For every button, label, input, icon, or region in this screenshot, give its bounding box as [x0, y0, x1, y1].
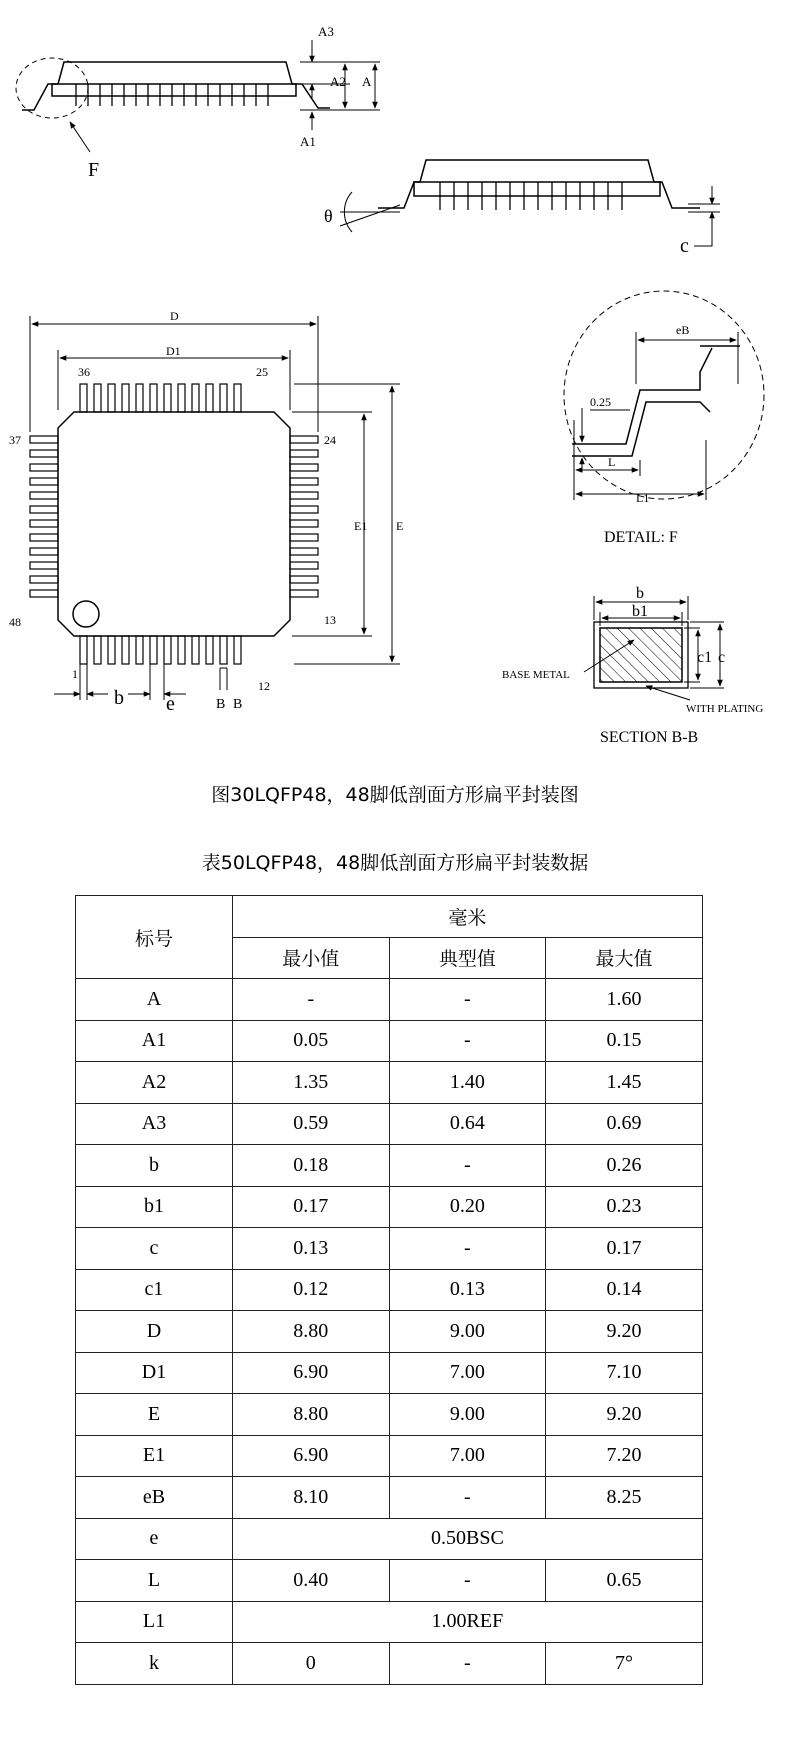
section-bb-view	[584, 596, 724, 700]
cell-symbol: b1	[76, 1186, 233, 1228]
header-unit: 毫米	[233, 896, 703, 938]
label-e1: E1	[354, 519, 368, 533]
pin-label-12: 12	[258, 679, 270, 693]
cell-symbol: E	[76, 1394, 233, 1436]
table-row	[76, 1518, 703, 1560]
cell-min: 0.18	[233, 1145, 390, 1187]
header-typ: 典型值	[389, 937, 546, 979]
cell-typ: 9.00	[389, 1311, 546, 1353]
cell-min: 0.12	[233, 1269, 390, 1311]
header-min: 最小值	[233, 937, 390, 979]
cell-symbol: L1	[76, 1601, 233, 1643]
cell-max: 0.23	[546, 1186, 703, 1228]
cell-max: 0.65	[546, 1560, 703, 1602]
table-row	[76, 1394, 703, 1436]
label-base-metal: BASE METAL	[502, 669, 570, 681]
cell-typ: 0.20	[389, 1186, 546, 1228]
cell-max: 8.25	[546, 1477, 703, 1519]
cell-typ: -	[389, 1643, 546, 1685]
package-drawing	[0, 0, 790, 760]
cell-max: 7.20	[546, 1435, 703, 1477]
cell-max: 1.45	[546, 1062, 703, 1104]
cell-span: 1.00REF	[233, 1601, 703, 1643]
label-c1-section: c1	[697, 649, 713, 666]
label-section-b2: B	[233, 697, 243, 712]
side-view-profile	[16, 40, 380, 152]
label-a1: A1	[300, 134, 316, 149]
table-row	[76, 1020, 703, 1062]
label-025: 0.25	[590, 395, 611, 409]
label-l1: L1	[636, 491, 650, 505]
table-row	[76, 1311, 703, 1353]
cell-symbol: b	[76, 1145, 233, 1187]
cell-typ: -	[389, 1228, 546, 1270]
cell-max: 7°	[546, 1643, 703, 1685]
cell-typ: -	[389, 1145, 546, 1187]
cell-typ: 9.00	[389, 1394, 546, 1436]
label-section-b1: B	[216, 697, 226, 712]
pin-label-25: 25	[256, 365, 268, 379]
table-row	[76, 1062, 703, 1104]
table-row	[76, 1435, 703, 1477]
cell-symbol: A3	[76, 1103, 233, 1145]
label-l: L	[608, 455, 616, 469]
header-max: 最大值	[546, 937, 703, 979]
cell-max: 0.26	[546, 1145, 703, 1187]
detail-f-title: DETAIL: F	[604, 529, 678, 546]
cell-min: 6.90	[233, 1352, 390, 1394]
table-row	[76, 1643, 703, 1685]
label-theta: θ	[324, 206, 333, 226]
pin-label-1: 1	[72, 667, 78, 681]
label-e-dim: E	[396, 519, 404, 533]
cell-typ: -	[389, 1477, 546, 1519]
side-view-lead-angle	[340, 160, 720, 246]
cell-min: 0.59	[233, 1103, 390, 1145]
cell-max: 0.17	[546, 1228, 703, 1270]
table-caption: 表50LQFP48，48脚低剖面方形扁平封装数据	[201, 852, 589, 874]
table-row	[76, 1228, 703, 1270]
cell-min: 1.35	[233, 1062, 390, 1104]
cell-min: 0.40	[233, 1560, 390, 1602]
cell-min: 8.10	[233, 1477, 390, 1519]
figure-caption: 图30LQFP48，48脚低剖面方形扁平封装图	[211, 784, 579, 806]
header-symbol: 标号	[76, 896, 233, 979]
table-row	[76, 1560, 703, 1602]
cell-symbol: c1	[76, 1269, 233, 1311]
dimension-table	[75, 895, 703, 1685]
cell-min: 6.90	[233, 1435, 390, 1477]
table-row	[76, 1145, 703, 1187]
cell-symbol: D	[76, 1311, 233, 1353]
cell-min: 0.05	[233, 1020, 390, 1062]
cell-typ: 7.00	[389, 1435, 546, 1477]
cell-max: 1.60	[546, 979, 703, 1021]
cell-symbol: A	[76, 979, 233, 1021]
cell-min: 0.13	[233, 1228, 390, 1270]
cell-symbol: eB	[76, 1477, 233, 1519]
cell-min: -	[233, 979, 390, 1021]
label-c-section: c	[718, 649, 726, 666]
cell-symbol: c	[76, 1228, 233, 1270]
table-row	[76, 1103, 703, 1145]
table-header-row	[76, 896, 703, 938]
cell-min: 8.80	[233, 1311, 390, 1353]
cell-max: 9.20	[546, 1311, 703, 1353]
cell-symbol: A1	[76, 1020, 233, 1062]
label-with-plating: WITH PLATING	[686, 703, 764, 715]
cell-max: 9.20	[546, 1394, 703, 1436]
cell-min: 8.80	[233, 1394, 390, 1436]
pin-label-36: 36	[78, 365, 90, 379]
label-c-lead: c	[680, 235, 689, 257]
cell-typ: -	[389, 979, 546, 1021]
table-row	[76, 1352, 703, 1394]
cell-symbol: e	[76, 1518, 233, 1560]
label-e-pitch: e	[166, 693, 175, 715]
cell-symbol: k	[76, 1643, 233, 1685]
label-b1-section: b1	[632, 603, 648, 620]
table-row	[76, 979, 703, 1021]
pin-label-24: 24	[324, 433, 336, 447]
label-eb: eB	[676, 323, 690, 337]
label-b-pin: b	[114, 687, 124, 709]
cell-max: 7.10	[546, 1352, 703, 1394]
cell-max: 0.14	[546, 1269, 703, 1311]
label-a3: A3	[318, 24, 334, 39]
cell-typ: -	[389, 1560, 546, 1602]
cell-symbol: L	[76, 1560, 233, 1602]
table-row	[76, 1601, 703, 1643]
cell-typ: 0.64	[389, 1103, 546, 1145]
pin-label-13: 13	[324, 613, 336, 627]
label-a: A	[362, 74, 372, 89]
cell-typ: 7.00	[389, 1352, 546, 1394]
cell-typ: 0.13	[389, 1269, 546, 1311]
cell-span: 0.50BSC	[233, 1518, 703, 1560]
pin-label-37: 37	[9, 433, 21, 447]
cell-typ: 1.40	[389, 1062, 546, 1104]
label-b-section: b	[636, 585, 644, 602]
label-f: F	[88, 159, 100, 181]
label-d1: D1	[166, 344, 181, 358]
cell-min: 0	[233, 1643, 390, 1685]
table-row	[76, 1477, 703, 1519]
cell-symbol: E1	[76, 1435, 233, 1477]
section-bb-title: SECTION B-B	[600, 729, 699, 746]
table-row	[76, 1186, 703, 1228]
pin-label-48: 48	[9, 615, 21, 629]
cell-symbol: D1	[76, 1352, 233, 1394]
cell-symbol: A2	[76, 1062, 233, 1104]
cell-min: 0.17	[233, 1186, 390, 1228]
cell-max: 0.15	[546, 1020, 703, 1062]
table-row	[76, 1269, 703, 1311]
cell-max: 0.69	[546, 1103, 703, 1145]
label-d: D	[170, 309, 179, 323]
label-a2: A2	[330, 74, 346, 89]
cell-typ: -	[389, 1020, 546, 1062]
